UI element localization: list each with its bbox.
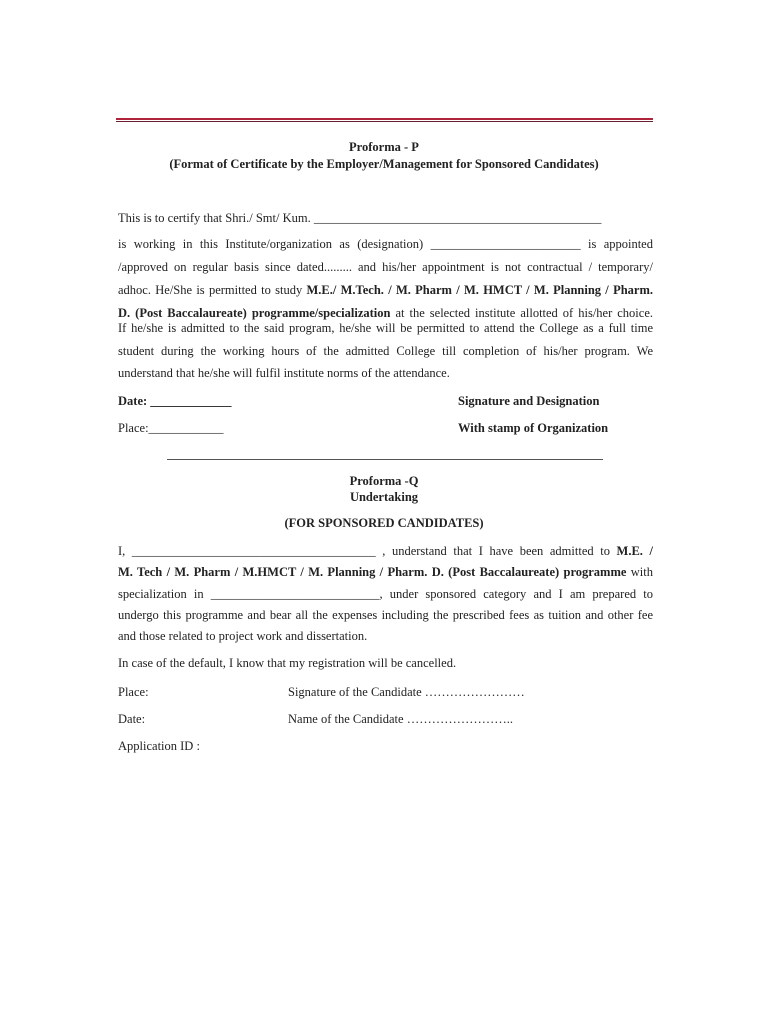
candidate-date-label: Date: bbox=[118, 712, 146, 726]
proforma-q-subtitle: Undertaking bbox=[349, 490, 419, 504]
signature-designation-label: Signature and Designation bbox=[458, 394, 600, 408]
header-rule-thin bbox=[116, 121, 653, 122]
proforma-p-body-line bbox=[118, 343, 653, 359]
proforma-p-body-line bbox=[118, 365, 450, 381]
application-id-label: Application ID : bbox=[118, 739, 200, 753]
bold-text-run: M.E. / bbox=[616, 544, 654, 558]
text-run: If he/she is admitted to the said program, he/she will be permitted to attend the College as a full time bbox=[118, 321, 653, 335]
candidate-name-label: Name of the Candidate …………………….. bbox=[288, 712, 513, 726]
bold-text-run: D. (Post Baccalaureate) programme/specialization bbox=[118, 306, 391, 320]
proforma-p-title: Proforma - P bbox=[349, 140, 419, 154]
candidate-signature-label: Signature of the Candidate …………………… bbox=[288, 685, 525, 699]
stamp-label: With stamp of Organization bbox=[458, 421, 609, 435]
proforma-q-body-line bbox=[118, 564, 653, 580]
section-divider bbox=[167, 459, 603, 460]
proforma-p-body-line bbox=[118, 282, 653, 298]
place-field-label: Place:____________ bbox=[118, 421, 224, 435]
text-run: undergo this programme and bear all the expenses including the prescribed fees as tuition and other fee bbox=[118, 608, 653, 622]
text-run: and those related to project work and dissertation. bbox=[118, 629, 368, 643]
text-run: I, _______________________________________ , understand that I have been admitted to bbox=[118, 544, 617, 558]
text-run: specialization in ___________________________, under sponsored category and I am prepared to bbox=[118, 587, 653, 601]
proforma-p-subtitle: (Format of Certificate by the Employer/Management for Sponsored Candidates) bbox=[169, 157, 599, 171]
text-run: understand that he/she will fulfil institute norms of the attendance. bbox=[118, 366, 450, 380]
text-run: with bbox=[626, 565, 653, 579]
proforma-q-title: Proforma -Q bbox=[349, 474, 419, 488]
proforma-q-body-line bbox=[118, 586, 653, 602]
bold-text-run: M. Tech / M. Pharm / M.HMCT / M. Planning / Pharm. D. (Post Baccalaureate) programme bbox=[118, 565, 627, 579]
text-run: adhoc. He/She is permitted to study bbox=[118, 283, 307, 297]
default-note: In case of the default, I know that my registration will be cancelled. bbox=[118, 656, 457, 670]
proforma-p-body-line bbox=[118, 305, 653, 321]
bold-text-run: M.E./ M.Tech. / M. Pharm / M. HMCT / M. Planning / Pharm. bbox=[306, 283, 653, 297]
text-run: at the selected institute allotted of his/her choice. bbox=[390, 306, 653, 320]
date-field-label: Date: _____________ bbox=[118, 394, 232, 408]
proforma-q-body-line bbox=[118, 543, 653, 559]
text-run: is working in this Institute/organization as (designation) ________________________ is appointed bbox=[118, 237, 653, 251]
header-rule-thick bbox=[116, 118, 653, 120]
proforma-p-body-line bbox=[118, 320, 653, 336]
proforma-q-body-line bbox=[118, 607, 653, 623]
proforma-p-body-line bbox=[118, 236, 653, 252]
candidate-place-label: Place: bbox=[118, 685, 149, 699]
proforma-q-heading: (FOR SPONSORED CANDIDATES) bbox=[284, 516, 484, 530]
text-run: /approved on regular basis since dated......... and his/her appointment is not contractual / temporary/ bbox=[118, 260, 653, 274]
proforma-q-body-line bbox=[118, 628, 367, 644]
proforma-p-body-line bbox=[118, 259, 653, 275]
text-run: student during the working hours of the admitted College till completion of his/her program. We bbox=[118, 344, 653, 358]
certify-line: This is to certify that Shri./ Smt/ Kum. ______________________________________________ bbox=[118, 211, 602, 225]
